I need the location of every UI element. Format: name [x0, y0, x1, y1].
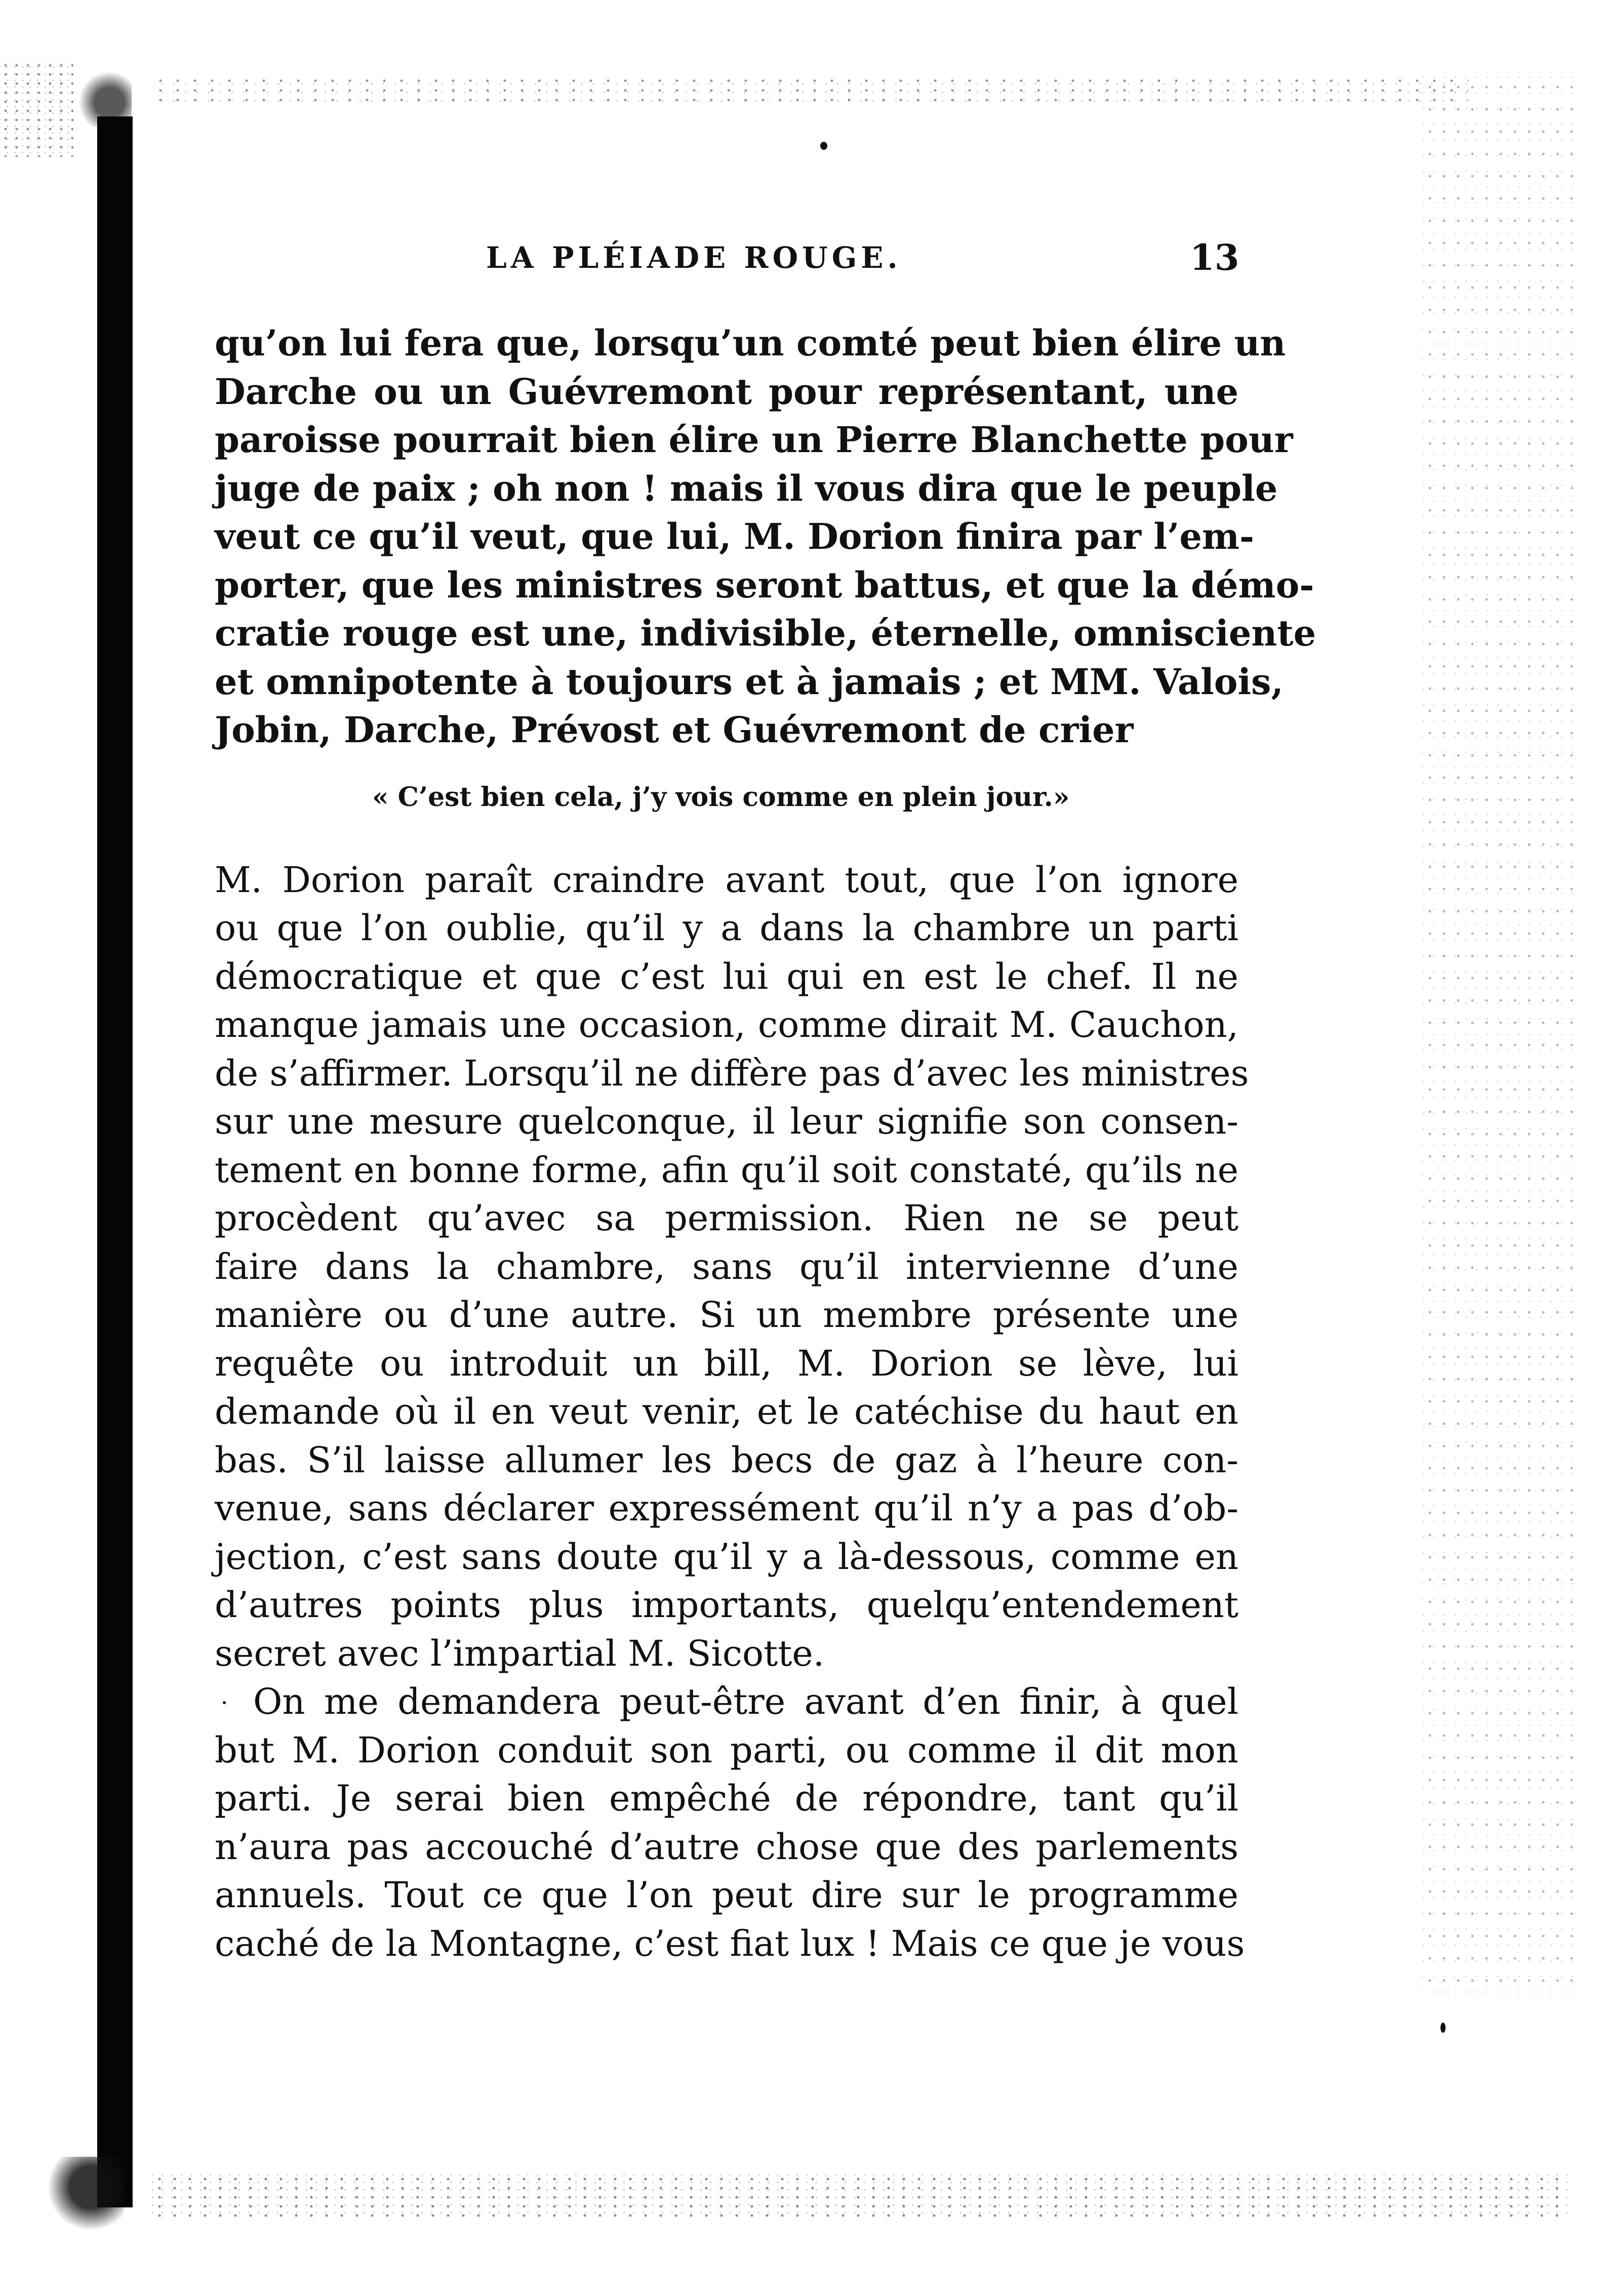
body-line: annuels. Tout ce que l’on peut dire sur le programme	[215, 1874, 1238, 1916]
body-line: faire dans la chambre, sans qu’il intervienne d’une	[215, 1246, 1238, 1287]
scan-binding-bar	[97, 116, 133, 2207]
body-line: porter, que les ministres seront battus, et que la démo-	[215, 564, 1314, 606]
body-line: jection, c’est sans doute qu’il y a là-dessous, comme en	[215, 1536, 1238, 1578]
body-line: juge de paix ; oh non ! mais il vous dira que le peuple	[215, 467, 1278, 509]
body-line: manière ou d’une autre. Si un membre présente une	[215, 1294, 1238, 1336]
body-line: qu’on lui fera que, lorsqu’un comté peut bien élire un	[215, 322, 1286, 364]
body-line: tement en bonne forme, afin qu’il soit constaté, qu’ils ne	[215, 1149, 1238, 1191]
body-line: M. Dorion paraît craindre avant tout, que l’on ignore	[215, 859, 1238, 901]
page-number: 13	[1190, 236, 1239, 278]
body-line: de s’affirmer. Lorsqu’il ne diffère pas d’avec les ministres	[215, 1053, 1249, 1094]
body-line: venue, sans déclarer expressément qu’il n’y a pas d’ob-	[215, 1487, 1238, 1529]
body-line: ou que l’on oublie, qu’il y a dans la chambre un parti	[215, 907, 1238, 949]
body-line: parti. Je serai bien empêché de répondre, tant qu’il	[215, 1778, 1238, 1819]
scan-mark	[1440, 2023, 1446, 2033]
body-line: On me demandera peut-être avant d’en finir, à quel	[253, 1681, 1238, 1722]
body-line: Darche ou un Guévremont pour représentant, une	[215, 371, 1238, 413]
quotation-line: « C’est bien cela, j’y vois comme en plein jour.»	[372, 782, 1070, 813]
body-line: but M. Dorion conduit son parti, ou comme il dit mon	[215, 1729, 1238, 1771]
body-line: veut ce qu’il veut, que lui, M. Dorion finira par l’em-	[215, 515, 1255, 557]
body-line: et omnipotente à toujours et à jamais ; et MM. Valois,	[215, 661, 1284, 703]
body-line: bas. S’il laisse allumer les becs de gaz à l’heure con-	[215, 1439, 1238, 1481]
body-line: procèdent qu’avec sa permission. Rien ne se peut	[215, 1197, 1238, 1239]
body-line: n’aura pas accouché d’autre chose que des parlements	[215, 1826, 1238, 1868]
running-header: LA PLÉIADE ROUGE.	[486, 240, 902, 275]
body-line: secret avec l’impartial M. Sicotte.	[215, 1633, 825, 1674]
body-line: sur une mesure quelconque, il leur signifie son consen-	[215, 1101, 1238, 1142]
body-line: manque jamais une occasion, comme dirait M. Cauchon,	[215, 1004, 1238, 1045]
scan-noise-right	[1423, 76, 1575, 2000]
body-line: caché de la Montagne, c’est fiat lux ! Mais ce que je vous	[215, 1923, 1245, 1964]
body-line: demande où il en veut venir, et le catéchise du haut en	[215, 1391, 1238, 1432]
scan-mark	[223, 1701, 226, 1704]
body-line: paroisse pourrait bien élire un Pierre Blanchette pour	[215, 419, 1293, 461]
scan-noise-top	[152, 76, 1468, 105]
body-line: cratie rouge est une, indivisible, éternelle, omnisciente	[215, 612, 1316, 654]
body-line: Jobin, Darche, Prévost et Guévremont de crier	[215, 709, 1134, 751]
body-line: requête ou introduit un bill, M. Dorion se lève, lui	[215, 1343, 1238, 1384]
scan-mark	[820, 142, 827, 150]
scan-noise-left	[0, 61, 73, 157]
scan-noise-bottom	[152, 2174, 1570, 2218]
body-line: d’autres points plus importants, quelqu’entendement	[215, 1584, 1238, 1626]
scan-binding-bottom	[43, 2157, 124, 2233]
body-line: démocratique et que c’est lui qui en est le chef. Il ne	[215, 956, 1238, 997]
